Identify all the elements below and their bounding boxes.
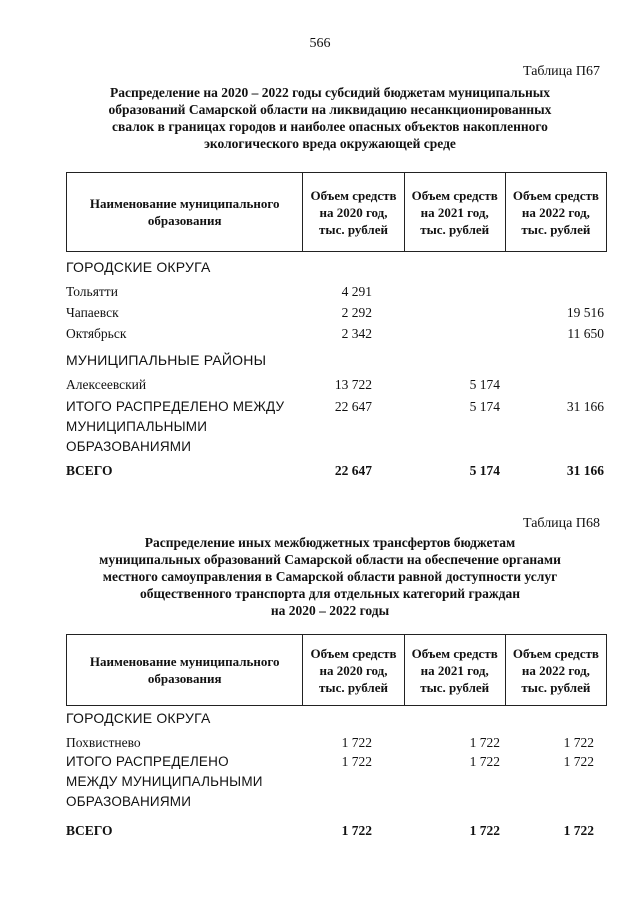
row-name: Тольятти (66, 284, 118, 299)
header-name: Наименование муниципального образования (67, 635, 303, 706)
name-line: МУНИЦИПАЛЬНЫМИ (66, 419, 208, 434)
header-2020: Объем средств на 2020 год, тыс. рублей (303, 635, 404, 706)
value-2022: 1 722 (563, 735, 594, 750)
name-line: МЕЖДУ МУНИЦИПАЛЬНЫМИ (66, 774, 263, 789)
table-68-title (60, 534, 600, 619)
row-name: Чапаевск (66, 305, 119, 320)
header-2021: Объем средств на 2021 год, тыс. рублей (404, 635, 505, 706)
value-2020: 4 291 (341, 284, 372, 299)
title-line: свалок в границах городов и наиболее опасных объектов накопленного (112, 119, 548, 134)
row-name (66, 397, 284, 457)
header-2021: Объем средств на 2021 год, тыс. рублей (404, 173, 505, 252)
name-line: ИТОГО РАСПРЕДЕЛЕНО (66, 754, 229, 769)
title-line: муниципальных образований Самарской области на обеспечение органами (99, 552, 561, 567)
value-2020: 1 722 (341, 754, 372, 769)
header-name: Наименование муниципального образования (67, 173, 303, 252)
value-2022: 19 516 (566, 305, 604, 320)
title-line: на 2020 – 2022 годы (270, 603, 390, 618)
section-municipal-districts: МУНИЦИПАЛЬНЫЕ РАЙОНЫ (66, 352, 267, 368)
value-2021: 5 174 (469, 377, 500, 392)
value-2021: 1 722 (469, 735, 500, 750)
value-2020: 22 647 (334, 463, 372, 478)
title-line: Распределение иных межбюджетных трансфертов бюджетам (144, 535, 516, 550)
row-name: ВСЕГО (66, 823, 113, 838)
value-2020: 2 342 (341, 326, 372, 341)
value-2022: 1 722 (563, 754, 594, 769)
title-line: Распределение на 2020 – 2022 годы субсидий бюджетам муниципальных (109, 85, 551, 100)
section-city-districts: ГОРОДСКИЕ ОКРУГА (66, 259, 211, 275)
value-2020: 1 722 (341, 735, 372, 750)
header-2022: Объем средств на 2022 год, тыс. рублей (505, 635, 606, 706)
table-68-label: Таблица П68 (523, 516, 600, 531)
row-name: Алексеевский (66, 377, 147, 392)
value-2022: 31 166 (566, 463, 604, 478)
table-68-header (66, 634, 607, 706)
value-2020: 1 722 (341, 823, 372, 838)
table-67-title (60, 84, 600, 152)
page-number: 566 (309, 36, 331, 51)
header-2020: Объем средств на 2020 год, тыс. рублей (303, 173, 404, 252)
row-name (66, 752, 263, 812)
title-line: общественного транспорта для отдельных категорий граждан (140, 586, 520, 601)
name-line: ИТОГО РАСПРЕДЕЛЕНО МЕЖДУ (66, 399, 285, 414)
name-line: ОБРАЗОВАНИЯМИ (66, 794, 192, 809)
value-2021: 5 174 (469, 463, 500, 478)
value-2020: 22 647 (334, 399, 372, 414)
table-67-label: Таблица П67 (523, 64, 600, 79)
title-line: образований Самарской области на ликвидацию несанкционированных (108, 102, 552, 117)
title-line: местного самоуправления в Самарской области равной доступности услуг (102, 569, 558, 584)
value-2022: 31 166 (566, 399, 604, 414)
header-2022: Объем средств на 2022 год, тыс. рублей (505, 173, 606, 252)
value-2022: 11 650 (567, 326, 604, 341)
value-2021: 5 174 (469, 399, 500, 414)
value-2020: 13 722 (334, 377, 372, 392)
row-name: Похвистнево (66, 735, 141, 750)
title-line: экологического вреда окружающей среде (204, 136, 456, 151)
value-2020: 2 292 (341, 305, 372, 320)
name-line: ОБРАЗОВАНИЯМИ (66, 439, 192, 454)
value-2022: 1 722 (563, 823, 594, 838)
row-name: ВСЕГО (66, 463, 113, 478)
value-2021: 1 722 (469, 823, 500, 838)
table-67-header (66, 172, 607, 252)
value-2021: 1 722 (469, 754, 500, 769)
row-name: Октябрьск (66, 326, 127, 341)
section-city-districts: ГОРОДСКИЕ ОКРУГА (66, 710, 211, 726)
